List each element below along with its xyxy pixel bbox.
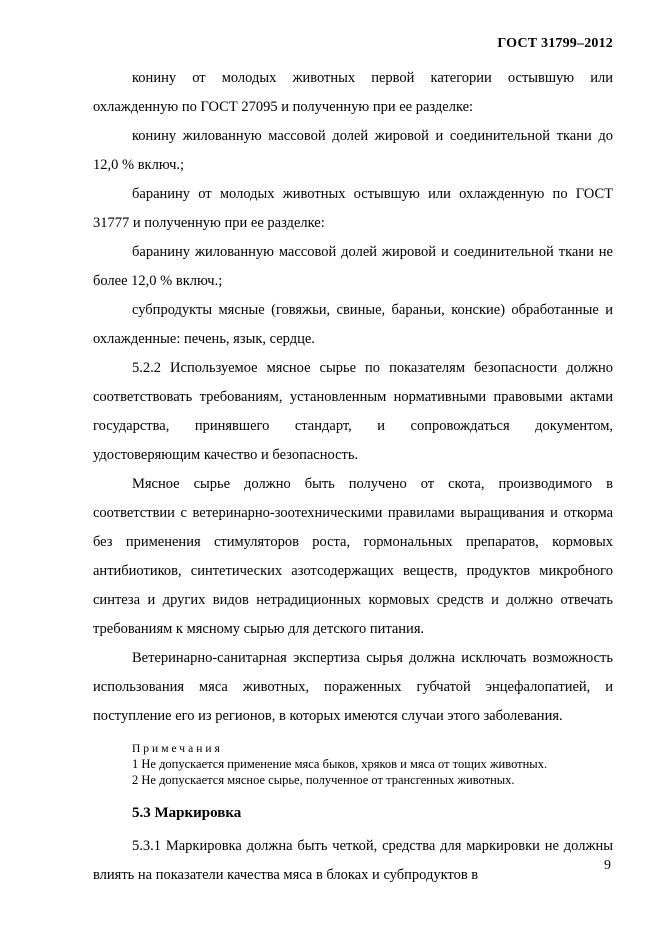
notes-heading: Примечания — [132, 743, 223, 755]
paragraph-offal: субпродукты мясные (говяжьи, свиные, бараньи, конские) обработанные и охлажденные: печень, язык, сердце. — [93, 302, 613, 347]
paragraph-horsemeat-trimmed: конину жилованную массовой долей жировой и соединительной ткани до 12,0 % включ.; — [93, 128, 613, 173]
note-item-1: 1 Не допускается применение мяса быков, хряков и мяса от тощих животных. — [132, 757, 548, 771]
paragraph-mutton: баранину от молодых животных остывшую или охлажденную по ГОСТ 31777 и полученную при ее разделке: — [93, 186, 613, 231]
paragraph-veterinary-examination: Ветеринарно-санитарная экспертиза сырья должна исключать возможность использования мяса животных, пораженных губчатой энцефалопатией, и поступление его из регионов, в которых имеются случаи этого заболевания. — [93, 650, 613, 724]
paragraph-livestock-requirements: Мясное сырье должно быть получено от скота, производимого в соответствии с ветеринарно-зоотехническими правилами выращивания и откорма без применения стимуляторов роста, гормональных препаратов, кормовых антибиотиков, синтетических азотсодержащих веществ, продуктов микробного синтеза и других видов нетрадиционных кормовых средств и должно отвечать требованиям к мясному сырью для детского питания. — [93, 476, 613, 637]
section-title-marking: 5.3 Маркировка — [132, 805, 242, 821]
page-content — [93, 64, 613, 890]
document-header: ГОСТ 31799–2012 — [497, 36, 613, 51]
paragraph-mutton-trimmed: баранину жилованную массовой долей жировой и соединительной ткани не более 12,0 % включ.; — [93, 244, 613, 289]
paragraph-5-2-2: 5.2.2 Используемое мясное сырье по показателям безопасности должно соответствовать требованиям, установленным нормативными правовыми актами государства, принявшего стандарт, и сопровождаться документом, удостоверяющим качество и безопасность. — [93, 360, 613, 463]
paragraph-5-3-1: 5.3.1 Маркировка должна быть четкой, средства для маркировки не должны влиять на показатели качества мяса в блоках и субпродуктов в — [93, 838, 613, 883]
notes-block — [93, 742, 613, 788]
page-number: 9 — [604, 858, 611, 873]
note-item-2: 2 Не допускается мясное сырье, полученное от трансгенных животных. — [132, 773, 515, 787]
paragraph-horsemeat: конину от молодых животных первой категории остывшую или охлажденную по ГОСТ 27095 и полученную при ее разделке: — [93, 70, 613, 115]
